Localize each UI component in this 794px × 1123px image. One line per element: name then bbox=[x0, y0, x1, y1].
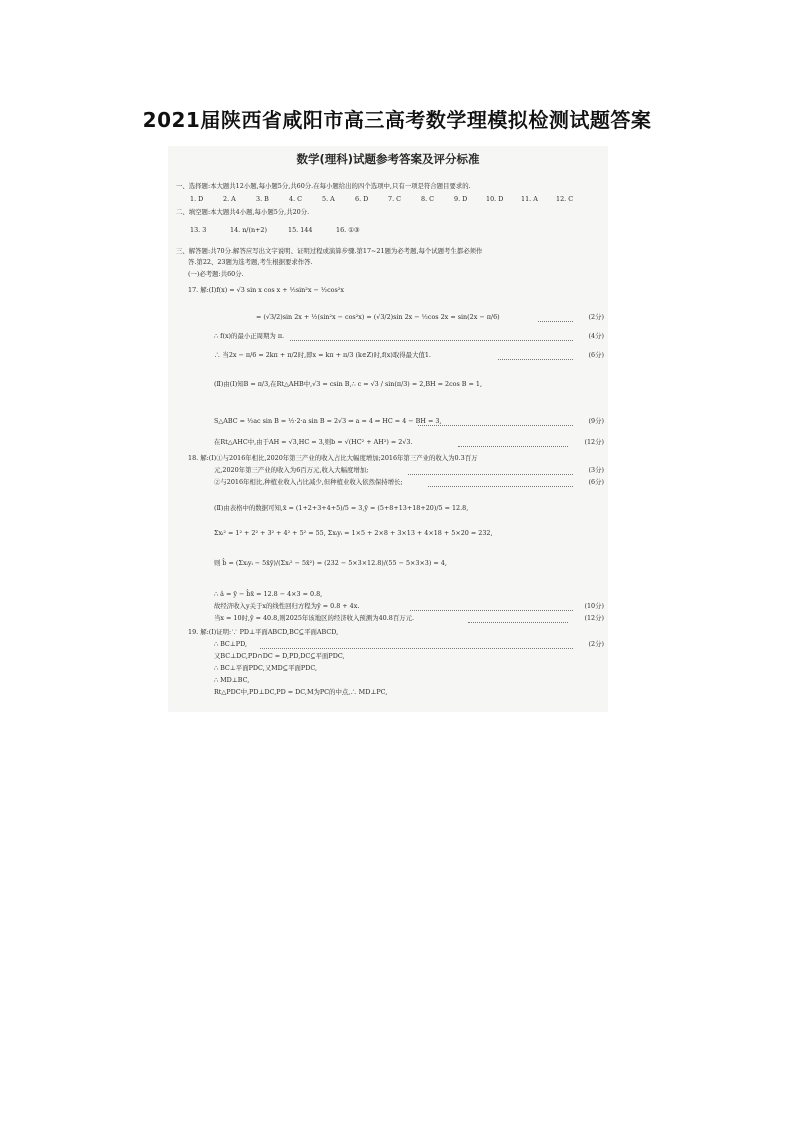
answer-6: 6. D bbox=[355, 195, 369, 203]
document-title: 2021届陕西省咸阳市高三高考数学理模拟检测试题答案 bbox=[142, 108, 652, 132]
answer-4: 4. C bbox=[289, 195, 303, 203]
answer-11: 11. A bbox=[521, 195, 538, 203]
q17-line-1: 17. 解:(Ⅰ)f(x) = √3 sin x cos x + ½sin²x − ½cos²x bbox=[188, 286, 344, 294]
q19-line-2: ∴ BC⊥PD, bbox=[214, 640, 248, 648]
answer-key-subtitle: 数学(理科)试题参考答案及评分标准 bbox=[296, 152, 480, 166]
q17-score-4: (4分) bbox=[588, 332, 604, 340]
q17-line-7: 在Rt△AHC中,由于AH = √3,HC = 3,则b = √(HC² + AH²) = 2√3. bbox=[214, 438, 413, 446]
answer-3: 3. B bbox=[256, 195, 269, 203]
q19-score-2: (2分) bbox=[588, 640, 604, 648]
dot-leader bbox=[498, 359, 573, 360]
answer-9: 9. D bbox=[454, 195, 468, 203]
q18-score-6: (6分) bbox=[588, 478, 604, 486]
dot-leader bbox=[418, 425, 573, 426]
q17-line-6: S△ABC = ½ac sin B = ½·2·a sin B = 2√3 ⇒ a = 4 ⇒ HC = 4 − BH = 3, bbox=[214, 417, 442, 425]
answer-12: 12. C bbox=[556, 195, 574, 203]
q18-line-4: (Ⅱ)由表格中的数据可知,x̄ = (1+2+3+4+5)/5 = 3,ȳ = (5+8+13+18+20)/5 = 12.8, bbox=[214, 504, 469, 512]
answer-13: 13. 3 bbox=[190, 226, 207, 234]
answer-key-scan bbox=[168, 146, 608, 712]
q19-line-6: Rt△PDC中,PD⊥DC,PD = DC,M为PC的中点,∴ MD⊥PC, bbox=[214, 688, 388, 696]
q17-score-2: (2分) bbox=[588, 313, 604, 321]
dot-leader bbox=[468, 622, 568, 623]
q17-line-4: ∴ 当2x − π/6 = 2kπ + π/2时,即x = kπ + π/3 (k∈Z)时,f(x)取得最大值1. bbox=[214, 351, 431, 359]
q17-line-3: ∴ f(x)的最小正周期为 π. bbox=[214, 332, 285, 340]
q17-line-5: (Ⅱ)由(Ⅰ)知B = π/3,在Rt△AHB中,√3 = csin B,∴ c = √3 / sin(π/3) = 2,BH = 2cos B = 1, bbox=[214, 380, 483, 388]
q18-line-1: 18. 解:(Ⅰ)①与2016年相比,2020年第三产业的收入占比大幅度增加;2016年第三产业的收入为0.3百万 bbox=[188, 454, 478, 462]
section-heading-solutions: 三、解答题:共70分.解答应写出文字说明、证明过程或演算步骤.第17~21题为必考题,每个试题考生都必须作 bbox=[176, 247, 483, 255]
dot-leader bbox=[408, 474, 573, 475]
dot-leader bbox=[410, 610, 573, 611]
answer-8: 8. C bbox=[421, 195, 435, 203]
q18-score-3: (3分) bbox=[588, 466, 604, 474]
answer-16: 16. ①③ bbox=[336, 226, 360, 234]
q18-line-2: 元,2020年第三产业的收入为6百万元,收入大幅度增加; bbox=[214, 466, 369, 474]
answer-15: 15. 144 bbox=[288, 226, 313, 234]
dot-leader bbox=[428, 486, 573, 487]
section-heading-solutions-cont: 答.第22、23题为选考题,考生根据要求作答. bbox=[188, 258, 313, 266]
answer-2: 2. A bbox=[223, 195, 236, 203]
q19-line-3: 又BC⊥DC,PD∩DC = D,PD,DC⊆平面PDC, bbox=[214, 652, 345, 660]
q19-line-4: ∴ BC⊥平面PDC,又MD⊆平面PDC, bbox=[214, 664, 318, 672]
required-questions-note: (一)必考题:共60分. bbox=[188, 270, 244, 278]
q18-line-9: 当x = 10时,ŷ = 40.8,则2025年该地区的经济收入预测为40.8百万元. bbox=[214, 614, 415, 622]
q17-line-2: = (√3/2)sin 2x + ½(sin²x − cos²x) = (√3/2)sin 2x − ½cos 2x = sin(2x − π/6) bbox=[256, 313, 500, 321]
answer-7: 7. C bbox=[388, 195, 402, 203]
dot-leader bbox=[458, 446, 568, 447]
answer-1: 1. D bbox=[190, 195, 204, 203]
q17-score-12: (12分) bbox=[584, 438, 604, 446]
q18-score-10: (10分) bbox=[584, 602, 604, 610]
q18-line-6: 则 b̂ = (Σxᵢyᵢ − 5x̄ȳ)/(Σxᵢ² − 5x̄²) = (232 − 5×3×12.8)/(55 − 5×3×3) = 4, bbox=[214, 559, 447, 567]
q18-line-8: 故经济收入y关于x的线性回归方程为ŷ = 0.8 + 4x. bbox=[214, 602, 360, 610]
q17-score-6: (6分) bbox=[588, 351, 604, 359]
answer-14: 14. n/(n+2) bbox=[230, 226, 267, 234]
dot-leader bbox=[260, 648, 573, 649]
q17-score-9: (9分) bbox=[588, 417, 604, 425]
dot-leader bbox=[290, 340, 573, 341]
section-heading-fill-in: 二、填空题:本大题共4小题,每小题5分,共20分. bbox=[176, 208, 310, 216]
q19-line-5: ∴ MD⊥BC, bbox=[214, 676, 250, 684]
q18-score-12: (12分) bbox=[584, 614, 604, 622]
q19-line-1: 19. 解:(Ⅰ)证明:∵ PD⊥平面ABCD,BC⊆平面ABCD, bbox=[188, 628, 339, 636]
q18-line-5: Σxᵢ² = 1² + 2² + 3² + 4² + 5² = 55, Σxᵢyᵢ = 1×5 + 2×8 + 3×13 + 4×18 + 5×20 = 232, bbox=[214, 529, 493, 537]
answer-10: 10. D bbox=[486, 195, 504, 203]
q18-line-3: ②与2016年相比,种植业收入占比减少,但种植业收入依然保持增长; bbox=[214, 478, 403, 486]
section-heading-multiple-choice: 一、选择题:本大题共12小题,每小题5分,共60分.在每小题给出的四个选项中,只有一项是符合题目要求的. bbox=[176, 182, 471, 190]
q18-line-7: ∴ â = ȳ − b̂x̄ = 12.8 − 4×3 = 0.8, bbox=[214, 590, 323, 598]
answer-5: 5. A bbox=[322, 195, 335, 203]
dot-leader bbox=[538, 321, 573, 322]
